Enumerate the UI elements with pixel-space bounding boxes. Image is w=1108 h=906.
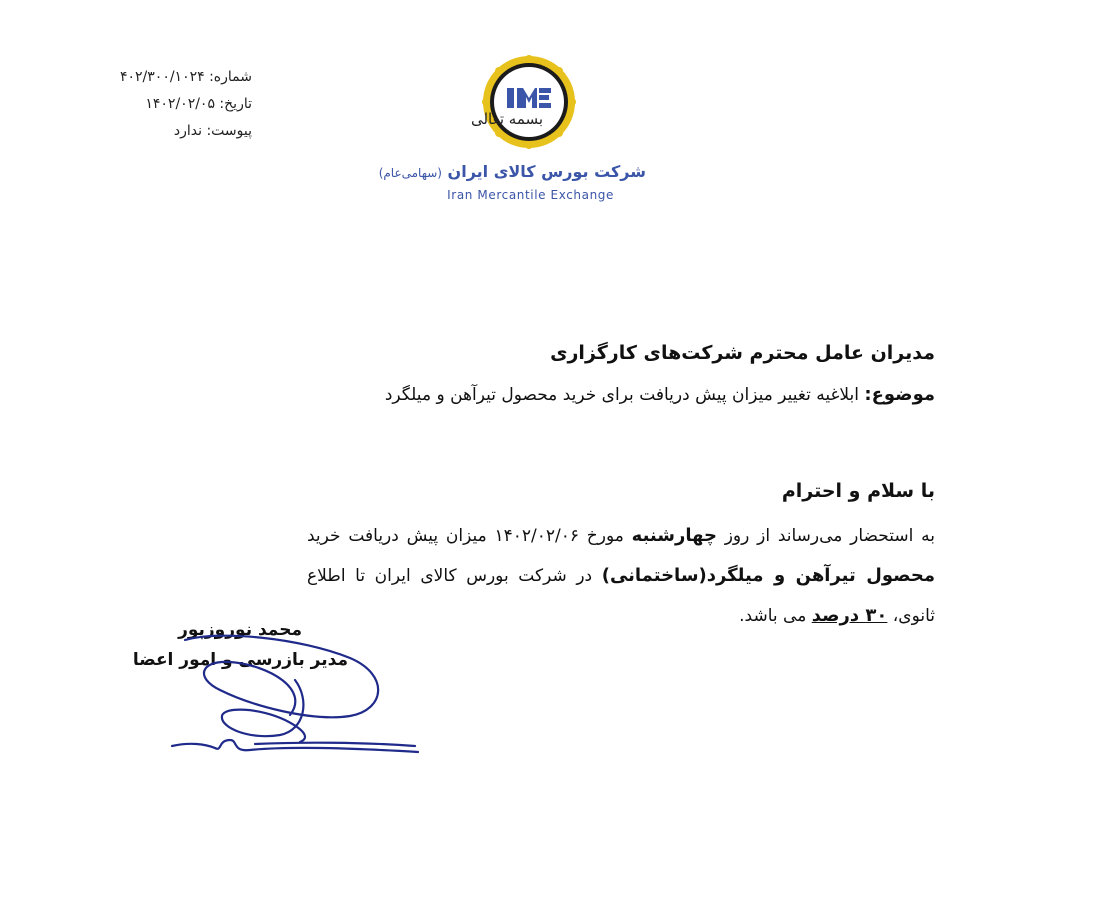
body-part-2: مورخ ۱۴۰۲/۰۲/۰۶ میزان پیش دریافت خرید <box>307 526 632 546</box>
basmala-text: بسمه تعالی <box>470 110 544 128</box>
company-logo <box>378 50 660 210</box>
body-percent: ۳۰ درصد <box>811 605 888 626</box>
addressee-line: مدیران عامل محترم شرکت‌های کارگزاری <box>550 342 935 364</box>
letter-meta <box>100 64 252 145</box>
letter-attachment-value: ندارد <box>173 123 202 139</box>
subject-text: ابلاغیه تغییر میزان پیش دریافت برای خرید محصول تیرآهن و میلگرد <box>384 385 865 405</box>
handwritten-signature <box>160 620 430 770</box>
signer-name: محمد نوروزپور <box>178 620 302 640</box>
subject-label: موضوع: <box>864 384 935 405</box>
company-name-fa-suffix: (سهامی‌عام) <box>378 166 442 180</box>
letter-number-value: ۴۰۲/۳۰۰/۱۰۲۴ <box>120 69 205 85</box>
company-name-en: Iran Mercantile Exchange <box>447 188 614 202</box>
ime-logo-icon <box>477 50 581 154</box>
body-part-3: در شرکت بورس کالای ایران تا اطلاع ثانوی، <box>307 566 935 626</box>
letter-attachment-row <box>100 118 252 145</box>
body-paragraph <box>307 516 935 636</box>
letter-date-label: تاریخ: <box>219 96 252 112</box>
letter-date-row <box>100 91 252 118</box>
letter-date-value: ۱۴۰۲/۰۲/۰۵ <box>145 96 215 112</box>
letter-number-row <box>100 64 252 91</box>
signer-title: مدیر بازرسی و امور اعضا <box>132 650 348 670</box>
letter-attachment-label: پیوست: <box>206 123 252 139</box>
letter-number-label: شماره: <box>209 69 252 85</box>
body-part-1: به استحضار می‌رساند از روز <box>716 526 935 546</box>
company-name-fa-main: شرکت بورس کالای ایران <box>447 162 646 181</box>
body-day: چهارشنبه <box>631 525 717 546</box>
subject-line <box>385 384 935 405</box>
body-product: محصول تیرآهن و میلگرد(ساختمانی) <box>601 565 936 586</box>
greeting-line: با سلام و احترام <box>781 480 935 502</box>
body-part-4: می باشد. <box>739 606 812 626</box>
company-name-fa <box>378 162 646 181</box>
